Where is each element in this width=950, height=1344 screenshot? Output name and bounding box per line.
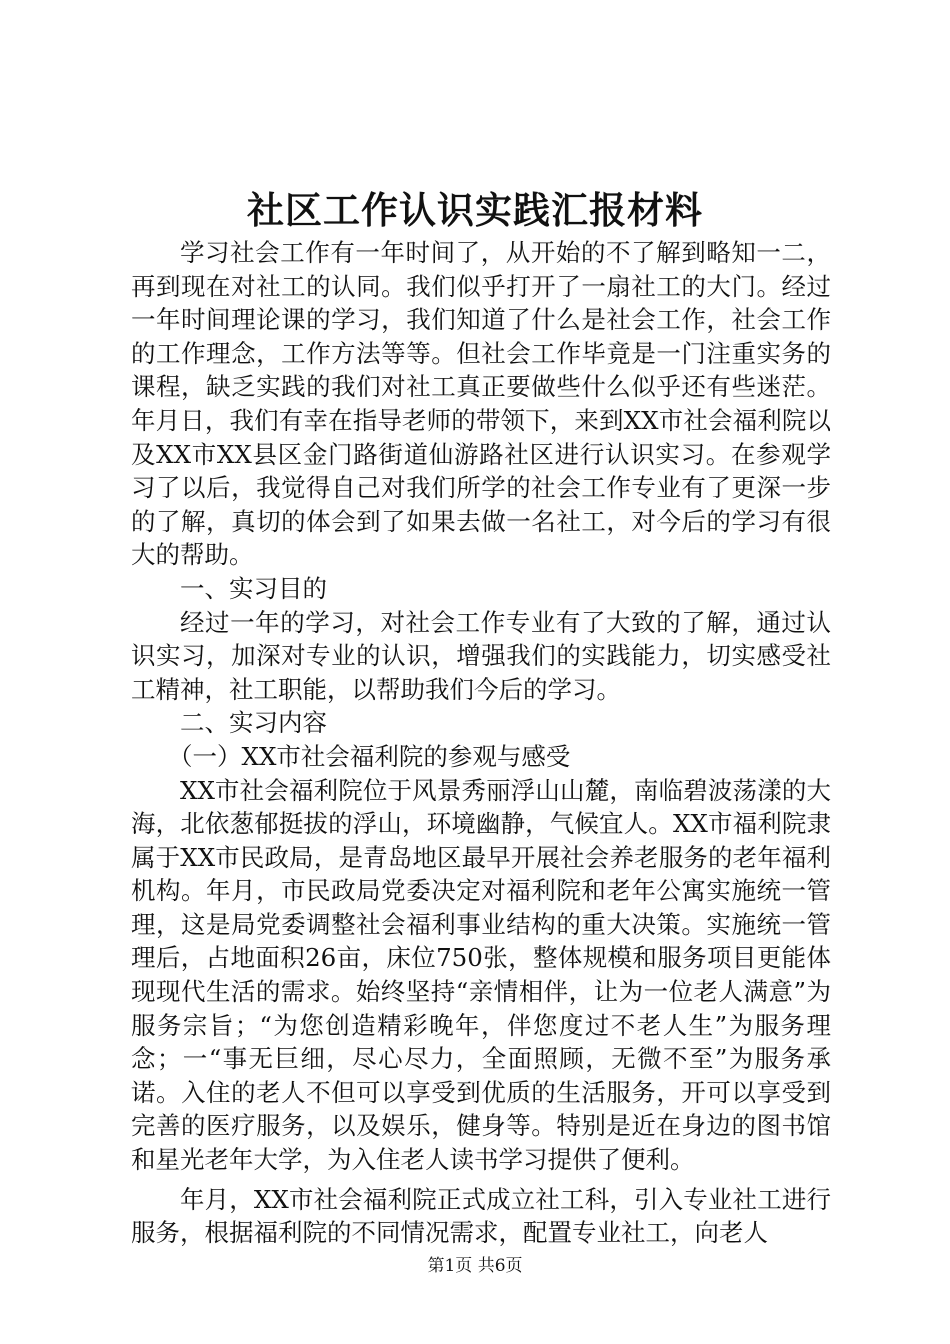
subsection-heading-welfare-home: （一）XX市社会福利院的参观与感受 (168, 741, 571, 771)
paragraph-welfare-home: XX市社会福利院位于风景秀丽浮山山麓，南临碧波荡漾的大海，北依葱郁挺拔的浮山，环境幽静，气候宜人。XX市福利院隶属于XX市民政局，是青岛地区最早开展社会养老服务的老年福利机构。年月，市民政局党委决定对福利院和老年公寓实施统一管理，这是局党委调整社会福利事业结构的重大决策。实施统一管理后，占地面积26亩，床位750张，整体规模和服务项目更能体现现代生活的需求。始终坚持“亲情相伴，让为一位老人满意”为服务宗旨；“为您创造精彩晚年，伴您度过不老人生”为服务理念；一“事无巨细，尽心尽力，全面照顾，无微不至”为服务承诺。入住的老人不但可以享受到优质的生活服务，开可以享受到完善的医疗服务，以及娱乐，健身等。特别是近在身边的图书馆和星光老年大学，为入住老人读书学习提供了便利。 (131, 775, 831, 1175)
section-heading-content: 二、实习内容 (180, 708, 327, 738)
document-body (131, 236, 831, 1250)
paragraph-social-work-dept: 年月，XX市社会福利院正式成立社工科，引入专业社工进行服务，根据福利院的不同情况需求，配置专业社工，向老人 (131, 1184, 831, 1248)
paragraph-purpose: 经过一年的学习，对社会工作专业有了大致的了解，通过认识实习，加深对专业的认识，增强我们的实践能力，切实感受社工精神，社工职能，以帮助我们今后的学习。 (131, 607, 831, 704)
section-heading-purpose: 一、实习目的 (180, 573, 327, 603)
document-title: 社区工作认识实践汇报材料 (247, 188, 703, 232)
page-footer: 第1页 共6页 (427, 1256, 523, 1276)
paragraph-intro: 学习社会工作有一年时间了，从开始的不了解到略知一二，再到现在对社工的认同。我们似乎打开了一扇社工的大门。经过一年时间理论课的学习，我们知道了什么是社会工作，社会工作的工作理念，工作方法等等。但社会工作毕竟是一门注重实务的课程，缺乏实践的我们对社工真正要做些什么似乎还有些迷茫。年月日，我们有幸在指导老师的带领下，来到XX市社会福利院以及XX市XX县区金门路街道仙游路社区进行认识实习。在参观学习了以后，我觉得自己对我们所学的社会工作专业有了更深一步的了解，真切的体会到了如果去做一名社工，对今后的学习有很大的帮助。 (131, 238, 831, 570)
